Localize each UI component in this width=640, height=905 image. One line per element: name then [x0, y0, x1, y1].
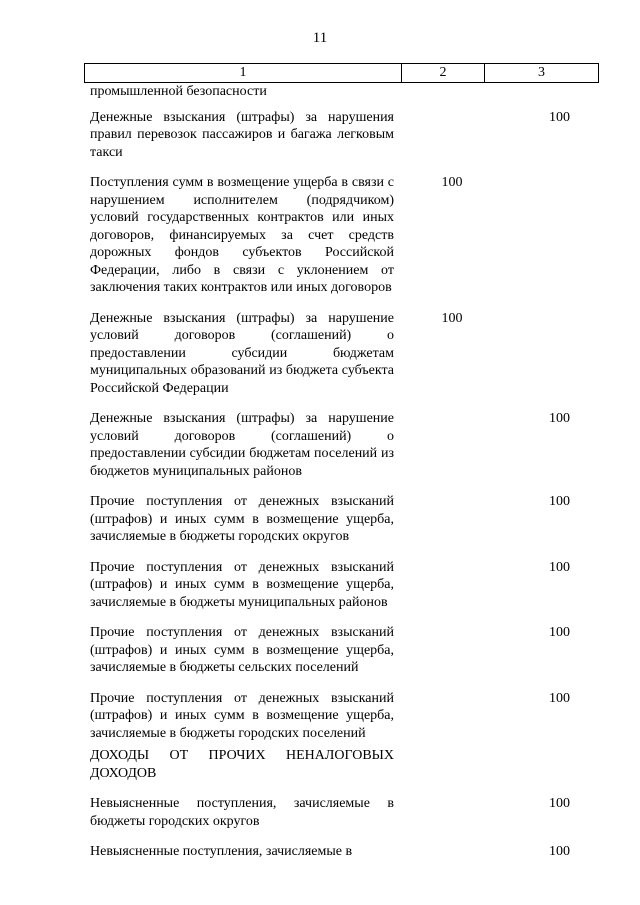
table-row [90, 109, 599, 162]
row-description: Денежные взыскания (штрафы) за нарушения правил перевозок пассажиров и багажа легковым такси [90, 109, 394, 160]
row-description: Прочие поступления от денежных взысканий (штрафов) и иных сумм в возмещение ущерба, зачисляемые в бюджеты городских округов [90, 494, 394, 544]
table-row [90, 624, 599, 677]
table-row [90, 83, 599, 101]
row-description: Невыясненные поступления, зачисляемые в [90, 844, 353, 859]
row-value-col-2 [394, 493, 510, 546]
table-row [90, 843, 599, 861]
section-heading: ДОХОДЫ ОТ ПРОЧИХ НЕНАЛОГОВЫХ ДОХОДОВ [90, 748, 394, 781]
row-value-col-3: 100 [549, 494, 570, 509]
row-description: промышленной безопасности [90, 84, 267, 99]
row-value-col-3 [510, 83, 599, 101]
row-value-col-3: 100 [549, 690, 570, 706]
page-number: 11 [312, 30, 328, 46]
table-row [90, 795, 599, 830]
row-value-col-3: 100 [549, 844, 570, 859]
row-value-col-3: 100 [549, 796, 570, 811]
header-col-3: 3 [538, 65, 545, 80]
row-value-col-2: 100 [441, 175, 463, 190]
row-value-col-2 [394, 690, 510, 743]
row-description: Прочие поступления от денежных взысканий (штрафов) и иных сумм в возмещение ущерба, зачисляемые в бюджеты сельских поселений [90, 625, 394, 675]
section-heading-row [90, 747, 599, 782]
table-row [90, 174, 599, 297]
row-description: Поступления сумм в возмещение ущерба в связи с нарушением исполнителем (подрядчиком) условий государственных контрактов или иных договоров, финансируемых за счет средств дорожных фондов субъектов Российской Федерации, либо в связи с уклонением от заключения таких контрактов или иных договоров [90, 175, 394, 295]
row-value-col-3: 100 [549, 411, 570, 426]
row-value-col-2: 100 [441, 310, 463, 326]
header-col-1: 1 [85, 64, 402, 82]
row-description: Денежные взыскания (штрафы) за нарушение условий договоров (соглашений) о предоставлении субсидии бюджетам поселений из бюджетов муниципальных районов [90, 411, 394, 479]
row-description: Прочие поступления от денежных взысканий (штрафов) и иных сумм в возмещение ущерба, зачисляемые в бюджеты городских поселений [90, 690, 394, 741]
table-row [90, 690, 599, 743]
row-value-col-2 [394, 83, 510, 101]
table-body [90, 83, 599, 874]
row-value-col-3: 100 [549, 625, 570, 640]
row-value-col-3: 100 [549, 109, 570, 125]
row-value-col-3 [510, 747, 599, 782]
row-value-col-2 [394, 559, 510, 612]
row-description: Невыясненные поступления, зачисляемые в бюджеты городских округов [90, 796, 394, 829]
table-row [90, 493, 599, 546]
table-row [90, 559, 599, 612]
table-row [90, 310, 599, 398]
table-header [84, 63, 599, 83]
row-value-col-3: 100 [549, 559, 570, 575]
row-value-col-2 [394, 109, 510, 162]
row-value-col-2 [394, 843, 510, 861]
row-value-col-3 [510, 174, 599, 297]
row-description: Прочие поступления от денежных взысканий (штрафов) и иных сумм в возмещение ущерба, зачисляемые в бюджеты муниципальных районов [90, 559, 394, 610]
row-value-col-2 [394, 410, 510, 480]
table-row [90, 410, 599, 480]
row-value-col-2 [394, 795, 510, 830]
header-col-2: 2 [402, 64, 485, 82]
row-value-col-2 [394, 747, 510, 782]
row-description: Денежные взыскания (штрафы) за нарушение условий договоров (соглашений) о предоставлении субсидии бюджетам муниципальных образований из бюджета субъекта Российской Федерации [90, 310, 394, 396]
row-value-col-3 [510, 310, 599, 398]
row-value-col-2 [394, 624, 510, 677]
